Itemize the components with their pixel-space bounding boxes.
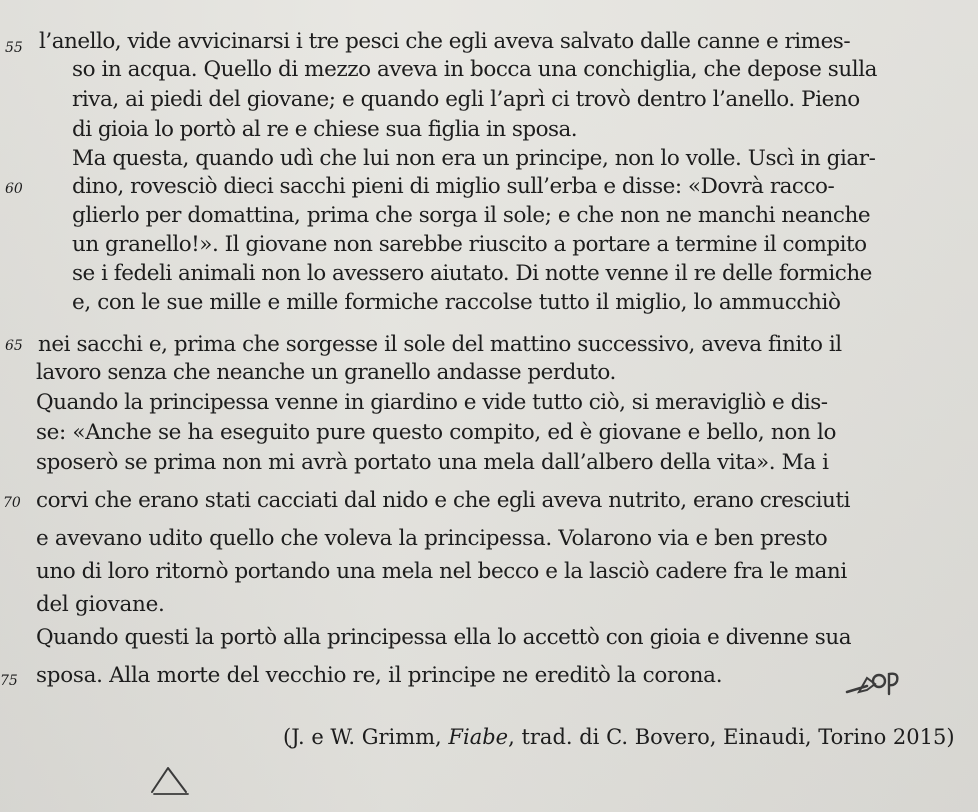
text-line: Quando la principessa venne in giardino e vide tutto ciò, si meravigliò e dis- [36,390,828,415]
text-line: glierlo per domattina, prima che sorga il sole; e che non ne manchi neanche [72,203,871,228]
text-line: nei sacchi e, prima che sorgesse il sole del mattino successivo, aveva finito il [38,332,842,357]
text-line: e, con le sue mille e mille formiche raccolse tutto il miglio, lo ammucchiò [72,290,841,315]
text-line: riva, ai piedi del giovane; e quando egli l’aprì ci trovò dentro l’anello. Pieno [72,87,860,112]
line-number: 60 [5,181,23,197]
line-number: 55 [5,40,23,56]
text-line: se: «Anche se ha eseguito pure questo compito, ed è giovane e bello, non lo [36,420,837,445]
text-line: se i fedeli animali non lo avessero aiutato. Di notte venne il re delle formiche [72,261,872,286]
text-line: corvi che erano stati cacciati dal nido e che egli aveva nutrito, erano cresciuti [36,488,851,513]
credit-title: Fiabe [448,725,509,749]
line-number: 70 [3,495,21,511]
credit-suffix: , trad. di C. Bovero, Einaudi, Torino 2015) [508,725,955,749]
text-line: sposerò se prima non mi avrà portato una mela dall’albero della vita». Ma i [36,450,829,475]
text-line: sposa. Alla morte del vecchio re, il principe ne ereditò la corona. [36,663,723,688]
text-line: Ma questa, quando udì che lui non era un principe, non lo volle. Uscì in giar- [72,146,876,171]
text-line: un granello!». Il giovane non sarebbe riuscito a portare a termine il compito [72,232,867,257]
line-number: 65 [5,338,23,354]
text-line: l’anello, vide avvicinarsi i tre pesci che egli aveva salvato dalle canne e rimes- [39,29,851,54]
text-line: so in acqua. Quello di mezzo aveva in bocca una conchiglia, che depose sulla [72,57,877,82]
text-line: dino, rovesciò dieci sacchi pieni di miglio sull’erba e disse: «Dovrà racco- [72,174,835,199]
text-line: uno di loro ritornò portando una mela nel becco e la lasciò cadere fra le mani [36,559,847,584]
text-line: Quando questi la portò alla principessa ella lo accettò con gioia e divenne sua [36,625,852,650]
triangle-icon [148,758,192,800]
text-line: e avevano udito quello che voleva la principessa. Volarono via e ben presto [36,526,828,551]
text-line: del giovane. [36,592,165,617]
credit-prefix: (J. e W. Grimm, [283,725,449,749]
text-line: lavoro senza che neanche un granello andasse perduto. [36,360,616,385]
source-credit [283,724,955,750]
handwritten-stamp-icon [845,666,905,700]
line-number: 75 [0,673,18,689]
text-line: di gioia lo portò al re e chiese sua figlia in sposa. [72,117,578,142]
